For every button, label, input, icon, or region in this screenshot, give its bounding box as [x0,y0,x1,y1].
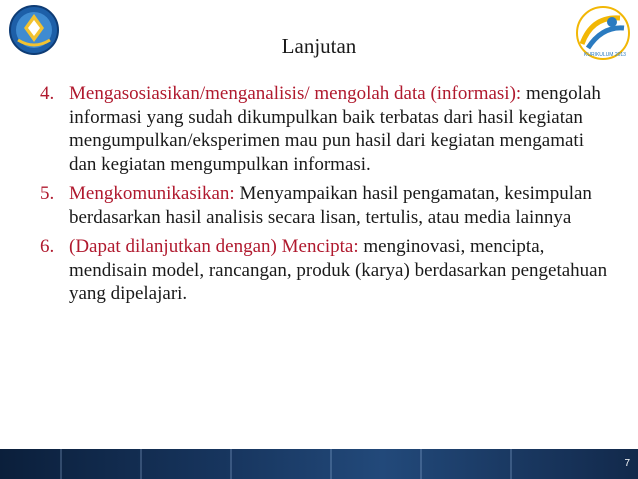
list-item [40,82,610,176]
item-body [69,235,610,306]
content-list [40,82,610,312]
item-body [69,82,610,176]
list-item [40,235,610,306]
list-item [40,182,610,229]
item-text: mengolah informasi yang sudah dikumpulkan baik terbatas dari hasil kegiatan mengumpulkan/eksperimen mau pun hasil dari kegiatan mengamati dan kegiatan mengumpulkan informasi. [69,83,601,175]
footer-bar [0,449,638,479]
item-body [69,182,610,229]
page-number: 7 [624,458,630,469]
item-text: menginovasi, mencipta, mendisain model, rancangan, produk (karya) berdasarkan pengetahuan yang dipelajari. [69,236,608,304]
item-number: 4. [40,83,55,104]
item-heading: (Dapat dilanjutkan dengan) Mencipta: [69,236,364,257]
item-number: 6. [40,236,55,257]
item-text: Menyampaikan hasil pengamatan, kesimpulan berdasarkan hasil analisis secara lisan, tertulis, atau media lainnya [69,183,592,228]
item-heading: Mengasosiasikan/menganalisis/ mengolah data (informasi): [69,83,526,104]
svg-text:KURIKULUM 2013: KURIKULUM 2013 [584,52,626,58]
item-number: 5. [40,183,55,204]
slide-title: Lanjutan [281,34,357,58]
item-heading: Mengkomunikasikan: [69,183,240,204]
